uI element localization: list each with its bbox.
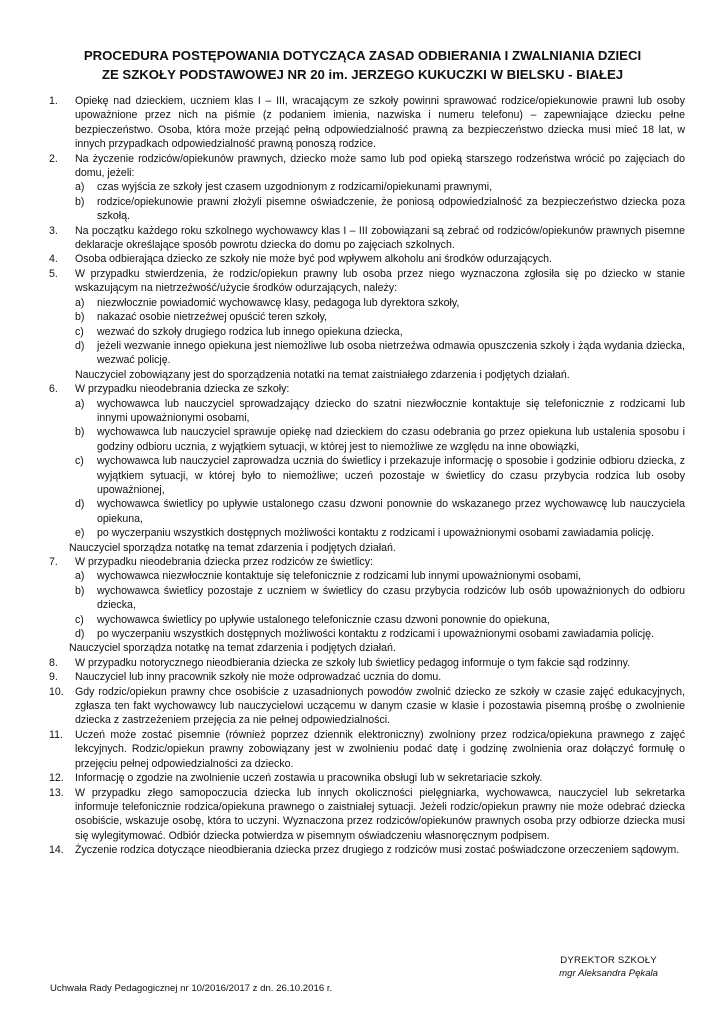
item-number: 2. <box>49 152 58 165</box>
sub-list <box>75 569 685 641</box>
item-number: 3. <box>49 224 58 237</box>
list-item <box>40 94 685 152</box>
sub-item-letter: d) <box>75 498 85 511</box>
item-text: Na początku każdego roku szkolnego wychowawcy klas I – III zobowiązani są zebrać od rodziców/opiekunów prawnych pisemne deklaracje określające sposób powrotu dziecka do domu po zajęciach szkolnych. <box>75 224 685 252</box>
signature-role: DYREKTOR SZKOŁY <box>560 955 657 966</box>
sub-item-letter: a) <box>75 181 85 194</box>
item-text: Gdy rodzic/opiekun prawny chce osobiście z uzasadnionych powodów zwolnić dziecko ze szkoły w czasie zajęć edukacyjnych, zgłasza ten fakt wychowawcy lub nauczycielowi uczącemu w danym czasie w klasie i pozostawia pisemną prośbę o zwolnienie dziecka z zastrzeżeniem przejęcia za nie pełnej odpowiedzialności. <box>75 685 685 727</box>
list-item <box>40 555 685 656</box>
sub-item <box>75 584 685 613</box>
item-text: Uczeń może zostać pisemnie (również poprzez dziennik elektroniczny) zwolniony przez rodzica/opiekuna prawnego z zajęć lekcyjnych. Rodzic/opiekun prawny zobowiązany jest w zwolnieniu podać datę i godzinę zwolnienia oraz dołączyć formułę o przejęciu pełnej odpowiedzialności za dziecko. <box>75 728 685 770</box>
item-text: Informację o zgodzie na zwolnienie uczeń zostawia u pracownika obsługi lub w sekretariacie szkoły. <box>75 772 543 785</box>
sub-item-letter: d) <box>75 339 85 352</box>
procedure-list <box>40 94 685 858</box>
sub-item-letter: b) <box>75 426 85 439</box>
sub-item-letter: b) <box>75 195 85 208</box>
item-note: Nauczyciel zobowiązany jest do sporządzenia notatki na temat zaistniałego zdarzenia i podjętych działań. <box>75 368 570 381</box>
sub-item-text: wychowawca świetlicy po upływie ustalonego telefonicznie czasu dzwoni ponownie do opiekuna, <box>97 613 550 626</box>
sub-item <box>75 627 685 641</box>
sub-item-text: po wyczerpaniu wszystkich dostępnych możliwości kontaktu z rodzicami i upoważnionymi osobami zawiadamia policję. <box>97 527 654 540</box>
item-note: Nauczyciel sporządza notatkę na temat zdarzenia i podjętych działań. <box>69 642 396 655</box>
sub-list <box>75 397 685 541</box>
sub-item <box>75 526 685 540</box>
item-number: 8. <box>49 656 58 669</box>
sub-item <box>75 425 685 454</box>
sub-item-text: rodzice/opiekunowie prawni złożyli pisemne oświadczenie, że poniosą odpowiedzialność za bezpieczeństwo dziecka poza szkołą. <box>97 195 685 223</box>
sub-item-letter: c) <box>75 325 84 338</box>
item-text: W przypadku złego samopoczucia dziecka lub innych okoliczności pielęgniarka, wychowawca, nauczyciel lub sekretarka informuje telefonicznie rodzica/opiekuna prawnego o zaistniałej sytuacji. Jeżeli rodzic/opiekun prawny nie może odebrać dziecka osobiście, wskazuje osobę, która to uczyni. Wyznaczona przez rodziców/opiekunów prawnych osoba przy odbiorze dziecka musi się wylegitymować. Odbiór dziecka potwierdza w pisemnym oświadczeniu własnoręcznym podpisem. <box>75 786 685 842</box>
item-text: W przypadku nieodebrania dziecka ze szkoły: <box>75 383 290 396</box>
sub-item <box>75 397 685 426</box>
document-title <box>40 46 685 84</box>
item-text: Życzenie rodzica dotyczące nieodbierania dziecka przez drugiego z rodziców musi zostać poświadczone orzeczeniem sądowym. <box>75 844 680 857</box>
item-text: W przypadku notorycznego nieodbierania dziecka ze szkoły lub świetlicy pedagog informuje o tym fakcie sąd rodzinny. <box>75 656 631 669</box>
sub-list <box>75 296 685 368</box>
sub-item <box>75 325 685 339</box>
sub-item-letter: d) <box>75 628 85 641</box>
item-text: W przypadku nieodebrania dziecka przez rodziców ze świetlicy: <box>75 556 373 568</box>
sub-item-text: jeżeli wezwanie innego opiekuna jest niemożliwe lub osoba nietrzeźwa odmawia opuszczenia szkoły i żąda wydania dziecka, wezwać policję. <box>97 339 685 367</box>
item-number: 1. <box>49 95 58 107</box>
list-item <box>40 152 685 224</box>
sub-item-letter: c) <box>75 613 84 626</box>
sub-item <box>75 195 685 224</box>
list-item <box>40 656 685 670</box>
list-item <box>40 252 685 266</box>
sub-item-letter: a) <box>75 570 85 583</box>
sub-item-text: wezwać do szkoły drugiego rodzica lub innego opiekuna dziecka, <box>97 325 403 338</box>
list-item <box>40 786 685 844</box>
item-text: Opiekę nad dzieckiem, uczniem klas I – III, wracającym ze szkoły powinni sprawować rodzice/opiekunowie prawni lub osoby upoważnione przez nich na piśmie (z podaniem imienia, nazwiska i numeru telefonu) – zapewniające dziecku pełne bezpieczeństwo. Osoba, która może przejąć pełną odpowiedzialność prawną za bezpieczeństwo dziecka musi mieć 18 lat, w innych przypadkach odpowiedzialność prawną ponoszą rodzice. <box>75 95 685 151</box>
sub-item-text: wychowawca świetlicy po upływie ustalonego czasu dzwoni ponownie do wskazanego przez wychowawcę lub nauczyciela opiekuna, <box>97 498 685 525</box>
sub-item <box>75 613 685 627</box>
item-number: 4. <box>49 253 58 266</box>
title-line-1: PROCEDURA POSTĘPOWANIA DOTYCZĄCA ZASAD ODBIERANIA I ZWALNIANIA DZIECI <box>83 48 642 63</box>
signature-name: mgr Aleksandra Pękala <box>559 968 658 979</box>
item-number: 5. <box>49 267 58 280</box>
sub-item-text: wychowawca niezwłocznie kontaktuje się telefonicznie z rodzicami lub innymi upoważnionymi osobami, <box>97 570 582 583</box>
item-number: 13. <box>49 786 64 799</box>
sub-list <box>75 180 685 223</box>
item-number: 6. <box>49 383 58 396</box>
sub-item <box>75 497 685 526</box>
sub-item-letter: c) <box>75 455 84 468</box>
list-item <box>40 771 685 785</box>
sub-item-letter: a) <box>75 397 85 410</box>
item-number: 9. <box>49 671 58 684</box>
sub-item <box>75 296 685 310</box>
item-text: Na życzenie rodziców/opiekunów prawnych, dziecko może samo lub pod opieką starszego rodzeństwa wrócić po zajęciach do domu, jeżeli: <box>75 152 685 180</box>
item-number: 11. <box>49 728 63 741</box>
sub-item-text: wychowawca lub nauczyciel sprowadzający dziecko do szatni niezwłocznie kontaktuje się telefonicznie z rodzicami lub innymi upoważnionymi osobami, <box>97 397 685 424</box>
sub-item <box>75 180 685 194</box>
sub-item <box>75 310 685 324</box>
sub-item-letter: b) <box>75 584 85 597</box>
sub-item-letter: a) <box>75 296 85 309</box>
signature-block <box>559 954 658 980</box>
list-item <box>40 382 685 555</box>
sub-item-text: czas wyjścia ze szkoły jest czasem uzgodnionym z rodzicami/opiekunami prawnymi, <box>97 181 493 194</box>
sub-item-text: wychowawca świetlicy pozostaje z uczniem w świetlicy do czasu przybycia rodziców lub osób upoważnionych do odbioru dziecka, <box>97 584 685 612</box>
item-number: 14. <box>49 844 64 857</box>
list-item <box>40 728 685 771</box>
sub-item-letter: b) <box>75 311 85 324</box>
footer-resolution: Uchwała Rady Pedagogicznej nr 10/2016/2017 z dn. 26.10.2016 r. <box>50 983 333 994</box>
list-item <box>40 267 685 382</box>
sub-item-text: nakazać osobie nietrzeźwej opuścić teren szkoły, <box>97 311 328 324</box>
item-text: Osoba odbierająca dziecko ze szkoły nie może być pod wpływem alkoholu ani środków odurzających. <box>75 253 552 266</box>
sub-item-letter: e) <box>75 527 85 540</box>
item-text: W przypadku stwierdzenia, że rodzic/opiekun prawny lub osoba przez niego wyznaczona zgłosiła się po dziecko w stanie wskazującym na nietrzeźwość/użycie środków odurzających, należy: <box>75 267 685 295</box>
list-item <box>40 843 685 857</box>
sub-item <box>75 454 685 497</box>
list-item <box>40 224 685 253</box>
item-number: 12. <box>49 772 64 785</box>
item-number: 10. <box>49 685 64 698</box>
list-item <box>40 685 685 728</box>
sub-item <box>75 569 685 583</box>
item-number: 7. <box>49 556 58 568</box>
item-text: Nauczyciel lub inny pracownik szkoły nie może odprowadzać ucznia do domu. <box>75 671 442 684</box>
item-note: Nauczyciel sporządza notatkę na temat zdarzenia i podjętych działań. <box>69 541 396 554</box>
sub-item-text: wychowawca lub nauczyciel sprawuje opiekę nad dzieckiem do czasu odebrania go przez opiekuna lub ustalenia sposobu i godziny odbioru ucznia, z wyjątkiem sytuacji, w której jest to niemożliwe ze względu na inne obowiązki, <box>97 426 685 453</box>
sub-item <box>75 339 685 368</box>
sub-item-text: wychowawca lub nauczyciel zaprowadza ucznia do świetlicy i przekazuje informację o sposobie i godzinie odbioru dziecka, z wyjątkiem sytuacji, w której było to niemożliwe; uczeń pozostaje w świetlicy do czasu przybycia rodzica lub osoby upoważnionej, <box>97 455 685 496</box>
title-line-2: ZE SZKOŁY PODSTAWOWEJ NR 20 im. JERZEGO KUKUCZKI W BIELSKU - BIAŁEJ <box>101 67 624 82</box>
list-item <box>40 670 685 684</box>
sub-item-text: po wyczerpaniu wszystkich dostępnych możliwości kontaktu z rodzicami i upoważnionymi osobami zawiadamia policję. <box>97 628 654 641</box>
sub-item-text: niezwłocznie powiadomić wychowawcę klasy, pedagoga lub dyrektora szkoły, <box>97 296 460 309</box>
